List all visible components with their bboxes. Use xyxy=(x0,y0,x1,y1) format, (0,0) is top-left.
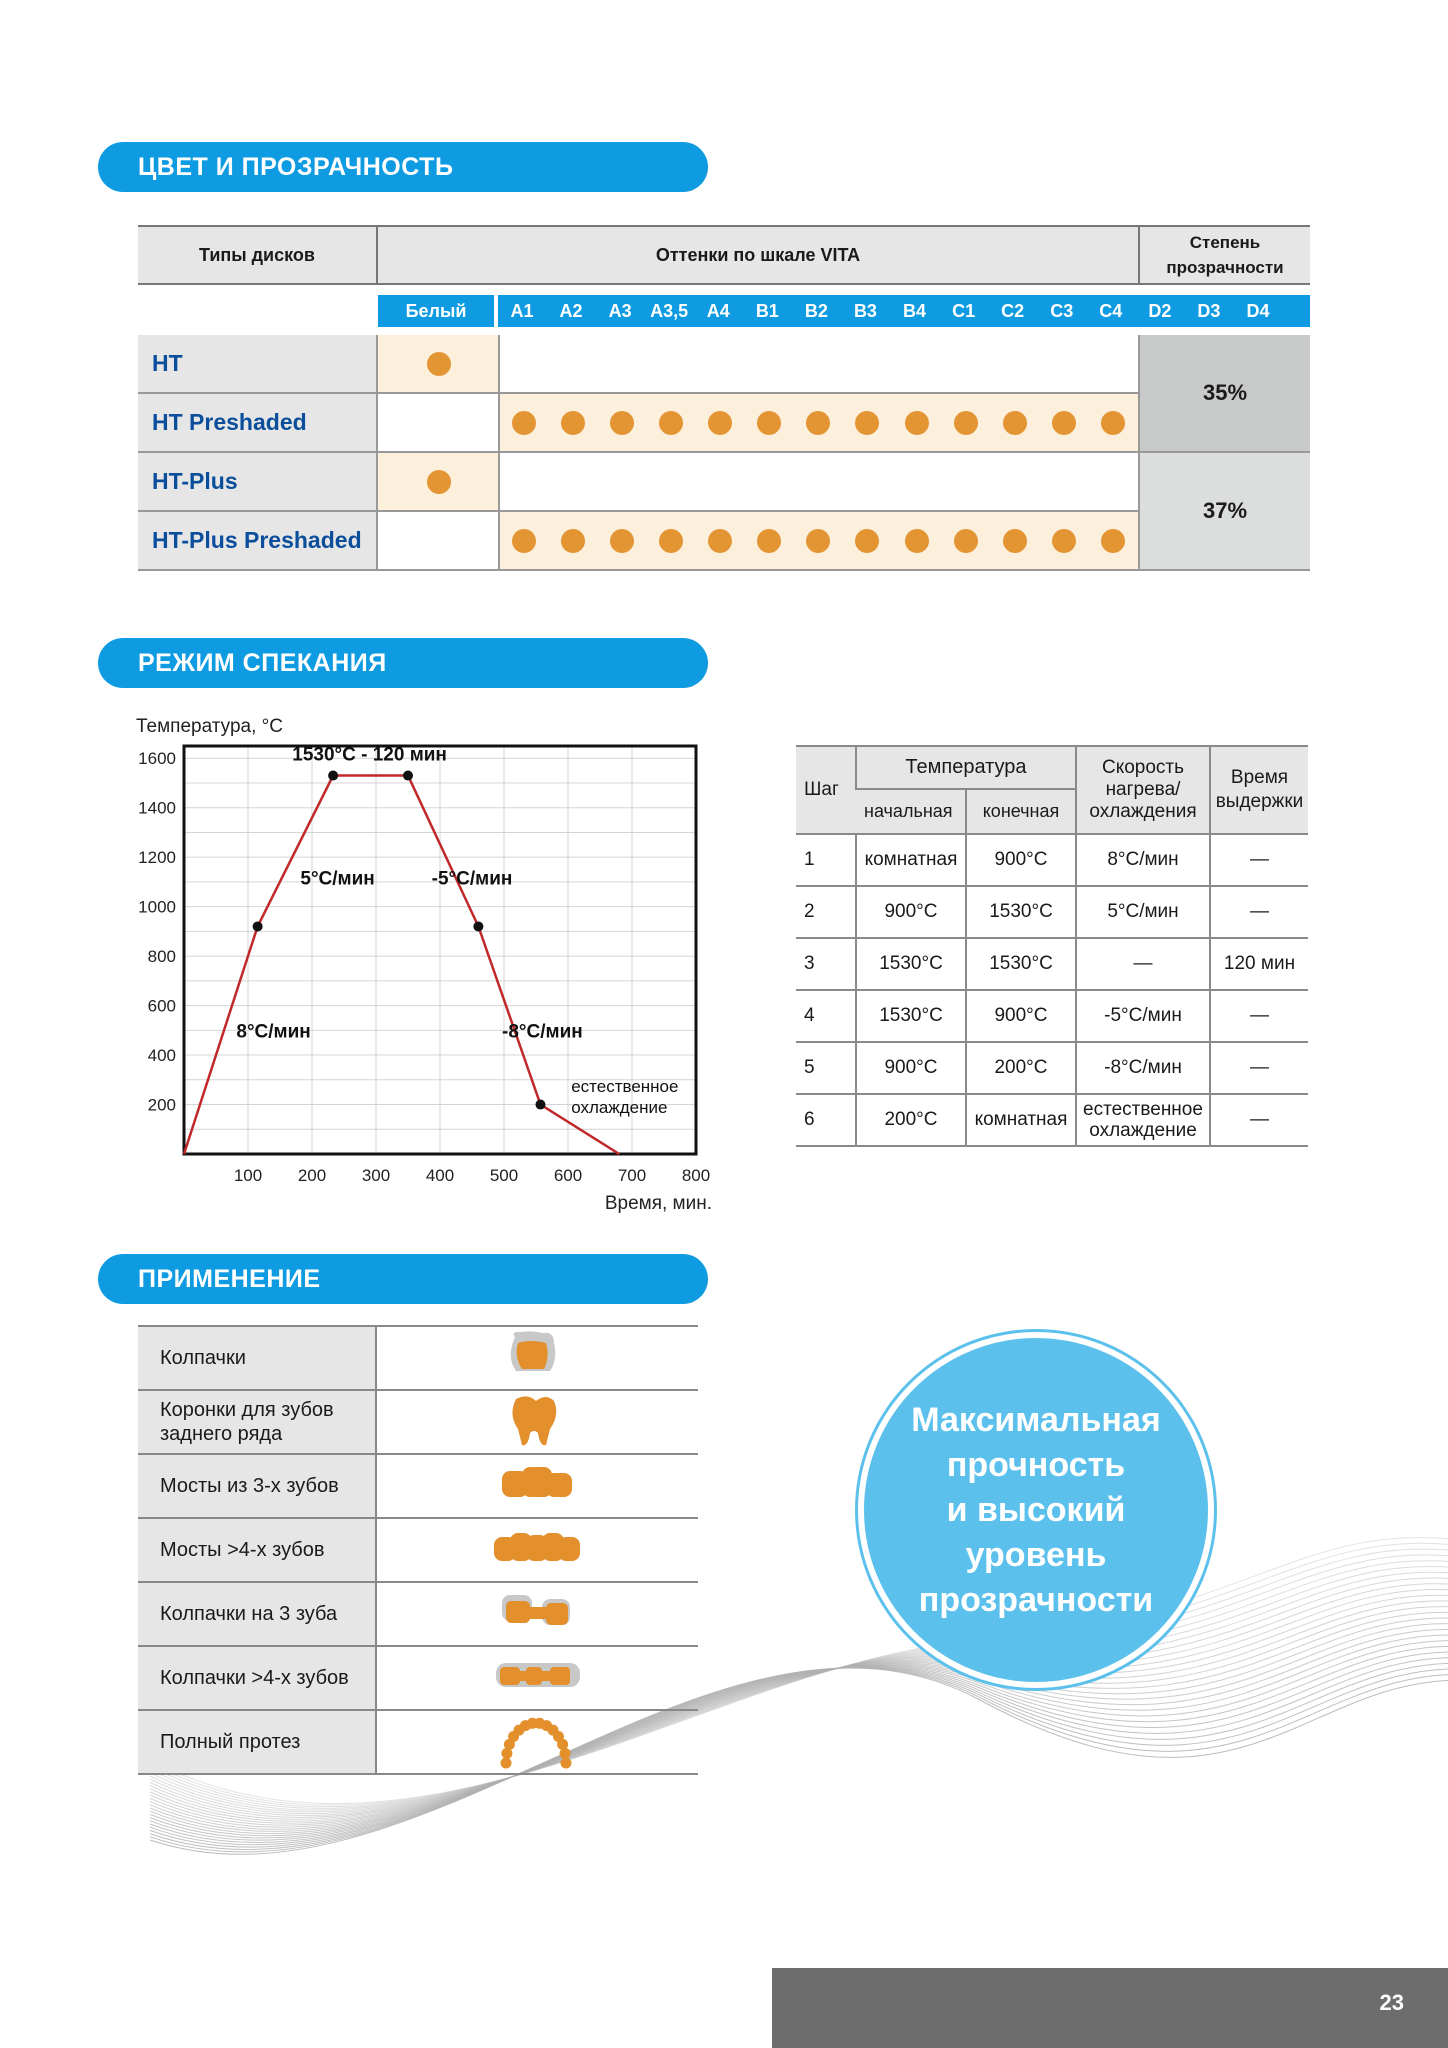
application-row xyxy=(138,1325,698,1391)
shade-dot xyxy=(1052,411,1076,435)
step-rate-line: охлаждение xyxy=(1089,1120,1197,1141)
step-row xyxy=(796,834,1308,886)
application-label-line: Мосты >4-х зубов xyxy=(160,1539,325,1561)
shade-label: C2 xyxy=(1001,301,1025,321)
step-start-temp: 900°C xyxy=(856,1042,966,1094)
step-number: 5 xyxy=(796,1042,856,1094)
chart-annotation: -5°C/мин xyxy=(431,868,513,890)
application-label-text xyxy=(160,1538,325,1562)
header-vita-shades: Оттенки по шкале VITA xyxy=(376,225,1138,285)
chart-annotation: 8°C/мин xyxy=(236,1021,311,1043)
shade-dot xyxy=(757,411,781,435)
application-label-text xyxy=(160,1346,246,1370)
multi-unit-bridge-icon xyxy=(378,1519,698,1581)
y-tick-label: 200 xyxy=(147,1095,176,1115)
y-tick-label: 600 xyxy=(147,996,176,1016)
step-number: 4 xyxy=(796,990,856,1042)
white-shade-dot xyxy=(427,470,451,494)
chart-annotation: 1530°C - 120 мин xyxy=(292,744,447,766)
header-translucency xyxy=(1138,225,1310,285)
page-number: 23 xyxy=(1379,1990,1404,2015)
application-table xyxy=(138,1325,698,1775)
y-tick-label: 1400 xyxy=(138,798,176,818)
shade-label: D2 xyxy=(1148,301,1172,321)
application-row xyxy=(138,1455,698,1519)
x-tick-label: 100 xyxy=(233,1166,263,1185)
disc-type-label: HT-Plus xyxy=(138,453,376,512)
header-temperature: Температура xyxy=(856,746,1076,789)
shade-dot xyxy=(708,411,732,435)
application-row xyxy=(138,1583,698,1647)
y-tick-label: 1200 xyxy=(138,848,176,868)
step-row xyxy=(796,1094,1308,1146)
sintering-steps-table xyxy=(796,745,1308,1147)
shade-label: A2 xyxy=(559,301,583,321)
shade-label: C4 xyxy=(1099,301,1123,321)
disc-type-label: HT Preshaded xyxy=(138,394,376,453)
three-unit-bridge-icon xyxy=(378,1455,698,1517)
shade-dot xyxy=(561,529,585,553)
white-shade-dot xyxy=(427,352,451,376)
shade-label: B1 xyxy=(755,301,779,321)
step-row xyxy=(796,1042,1308,1094)
coping-icon xyxy=(378,1327,698,1389)
vita-shades-cell xyxy=(498,512,1138,571)
application-label xyxy=(138,1327,377,1389)
shade-label: B4 xyxy=(903,301,927,321)
application-row xyxy=(138,1647,698,1711)
header-hold-line1: Время xyxy=(1230,767,1289,788)
application-label xyxy=(138,1647,377,1709)
step-start-temp: комнатная xyxy=(856,834,966,886)
step-rate-line: 8°C/мин xyxy=(1107,849,1179,870)
posterior-crown-icon xyxy=(378,1391,698,1453)
application-label-line: Колпачки на 3 зуба xyxy=(160,1603,338,1625)
step-hold: 120 мин xyxy=(1210,938,1308,990)
shade-label: A3,5 xyxy=(650,301,689,321)
shade-dot xyxy=(905,411,929,435)
step-end-temp: комнатная xyxy=(966,1094,1076,1146)
shade-dot xyxy=(855,529,879,553)
step-number: 6 xyxy=(796,1094,856,1146)
header-disc-types: Типы дисков xyxy=(138,225,376,285)
shade-dot xyxy=(659,529,683,553)
shade-dot xyxy=(512,529,536,553)
section-title-application: ПРИМЕНЕНИЕ xyxy=(98,1254,708,1304)
chart-annotation: охлаждение xyxy=(571,1098,668,1118)
x-axis-label: Время, мин. xyxy=(604,1193,712,1214)
disc-type-label: HT xyxy=(138,335,376,394)
x-tick-label: 700 xyxy=(617,1166,647,1185)
header-rate-line2: нагрева/ xyxy=(1105,779,1181,800)
application-label-text xyxy=(160,1730,300,1754)
white-shade-cell xyxy=(376,335,498,394)
application-label-text xyxy=(160,1666,349,1690)
disc-type-label: HT-Plus Preshaded xyxy=(138,512,376,571)
step-start-temp: 1530°C xyxy=(856,938,966,990)
data-point xyxy=(473,921,483,931)
shade-label: B3 xyxy=(853,301,877,321)
application-row xyxy=(138,1391,698,1455)
x-tick-label: 500 xyxy=(489,1166,519,1185)
header-rate-line3: охлаждения xyxy=(1089,801,1197,822)
step-end-temp: 1530°C xyxy=(966,886,1076,938)
callout-line: и высокий xyxy=(946,1490,1126,1529)
application-label xyxy=(138,1391,377,1453)
shade-label: D4 xyxy=(1246,301,1270,321)
shade-dot xyxy=(757,529,781,553)
shade-label: C1 xyxy=(952,301,976,321)
shade-dot xyxy=(1003,411,1027,435)
shade-dot xyxy=(806,411,830,435)
step-hold: — xyxy=(1210,1042,1308,1094)
application-label xyxy=(138,1583,377,1645)
vita-shades-cell xyxy=(498,453,1138,512)
translucency-value: 35% xyxy=(1138,335,1310,453)
step-start-temp: 200°C xyxy=(856,1094,966,1146)
vita-shades-cell xyxy=(498,394,1138,453)
application-label-line: Колпачки xyxy=(160,1347,246,1369)
step-row xyxy=(796,886,1308,938)
y-tick-label: 800 xyxy=(147,947,176,967)
application-label-text xyxy=(160,1474,339,1498)
header-temp-start: начальная xyxy=(856,789,966,834)
application-label-line: заднего ряда xyxy=(160,1423,283,1445)
step-rate xyxy=(1076,886,1210,938)
shade-dot xyxy=(708,529,732,553)
multi-unit-coping-icon xyxy=(378,1647,698,1709)
step-row xyxy=(796,938,1308,990)
application-label-line: Полный протез xyxy=(160,1731,301,1753)
shade-label: B2 xyxy=(804,301,828,321)
application-label-line: Коронки для зубов xyxy=(160,1399,334,1421)
header-hold-line2: выдержки xyxy=(1215,791,1304,812)
step-rate xyxy=(1076,834,1210,886)
callout-line: Максимальная xyxy=(911,1400,1161,1439)
shade-dot xyxy=(954,529,978,553)
application-label-line: Мосты из 3-х зубов xyxy=(160,1475,339,1497)
sintering-chart xyxy=(120,710,740,1220)
shade-dot xyxy=(561,411,585,435)
step-rate-line: естественное xyxy=(1083,1099,1203,1120)
color-translucency-table xyxy=(138,225,1310,572)
header-temp-end: конечная xyxy=(966,789,1076,834)
shade-dot xyxy=(806,529,830,553)
three-unit-coping-icon xyxy=(378,1583,698,1645)
x-tick-label: 800 xyxy=(681,1166,711,1185)
step-number: 1 xyxy=(796,834,856,886)
callout-circle xyxy=(858,1332,1214,1688)
callout-line: прозрачности xyxy=(918,1580,1154,1619)
step-hold: — xyxy=(1210,990,1308,1042)
callout-line: прочность xyxy=(946,1445,1126,1484)
callout-line: уровень xyxy=(965,1535,1107,1574)
y-tick-label: 1600 xyxy=(138,749,176,769)
shade-dot xyxy=(905,529,929,553)
application-label xyxy=(138,1711,377,1773)
step-end-temp: 900°C xyxy=(966,834,1076,886)
chart-annotation: -8°C/мин xyxy=(502,1021,583,1043)
step-hold: — xyxy=(1210,886,1308,938)
shade-dot xyxy=(512,411,536,435)
data-point xyxy=(253,921,263,931)
y-tick-label: 1000 xyxy=(138,897,176,917)
step-end-temp: 900°C xyxy=(966,990,1076,1042)
shade-header-bar xyxy=(498,295,1310,327)
application-row xyxy=(138,1711,698,1775)
y-axis-label: Температура, °C xyxy=(136,716,283,737)
header-translucency-text: Степень прозрачности xyxy=(1166,233,1284,277)
shade-dot xyxy=(1003,529,1027,553)
x-tick-label: 600 xyxy=(553,1166,583,1185)
step-rate xyxy=(1076,938,1210,990)
application-label xyxy=(138,1519,377,1581)
chart-annotation: естественное xyxy=(571,1077,679,1097)
step-start-temp: 1530°C xyxy=(856,990,966,1042)
application-label-text xyxy=(160,1398,334,1446)
step-rate-line: 5°C/мин xyxy=(1107,901,1179,922)
white-shade-cell xyxy=(376,512,498,571)
shade-dot xyxy=(1101,529,1125,553)
vita-shades-cell xyxy=(498,335,1138,394)
step-end-temp: 1530°C xyxy=(966,938,1076,990)
footer-bar xyxy=(772,1968,1448,2048)
shade-dot xyxy=(659,411,683,435)
x-tick-label: 300 xyxy=(361,1166,391,1185)
shade-label: A1 xyxy=(510,301,534,321)
shade-dot xyxy=(855,411,879,435)
shade-dot xyxy=(610,411,634,435)
shade-dot xyxy=(1101,411,1125,435)
step-hold: — xyxy=(1210,834,1308,886)
white-shade-cell xyxy=(376,453,498,512)
step-number: 3 xyxy=(796,938,856,990)
step-number: 2 xyxy=(796,886,856,938)
white-shade-cell xyxy=(376,394,498,453)
header-step: Шаг xyxy=(796,746,856,834)
x-tick-label: 200 xyxy=(297,1166,327,1185)
step-rate xyxy=(1076,1042,1210,1094)
data-point xyxy=(328,771,338,781)
step-rate-line: -5°C/мин xyxy=(1104,1005,1182,1026)
header-rate xyxy=(1076,746,1210,834)
step-row xyxy=(796,990,1308,1042)
application-row xyxy=(138,1519,698,1583)
shade-label: A4 xyxy=(706,301,730,321)
full-arch-icon xyxy=(378,1711,698,1773)
application-label-line: Колпачки >4-х зубов xyxy=(160,1667,349,1689)
shade-dot xyxy=(1052,529,1076,553)
application-label xyxy=(138,1455,377,1517)
data-point xyxy=(403,771,413,781)
step-end-temp: 200°C xyxy=(966,1042,1076,1094)
header-hold xyxy=(1210,746,1308,834)
x-tick-label: 400 xyxy=(425,1166,455,1185)
y-tick-label: 400 xyxy=(147,1046,176,1066)
data-point xyxy=(535,1100,545,1110)
step-rate xyxy=(1076,1094,1210,1146)
header-rate-line1: Скорость xyxy=(1101,757,1185,778)
shade-dot xyxy=(954,411,978,435)
shade-dot xyxy=(610,529,634,553)
shade-white-label: Белый xyxy=(378,295,494,327)
application-label-text xyxy=(160,1602,337,1626)
step-rate-line: -8°C/мин xyxy=(1104,1057,1182,1078)
shade-label: C3 xyxy=(1050,301,1074,321)
step-start-temp: 900°C xyxy=(856,886,966,938)
chart-annotation: 5°C/мин xyxy=(300,868,375,890)
section-title-color: ЦВЕТ И ПРОЗРАЧНОСТЬ xyxy=(98,142,708,192)
translucency-value: 37% xyxy=(1138,453,1310,571)
section-title-sintering: РЕЖИМ СПЕКАНИЯ xyxy=(98,638,708,688)
step-rate xyxy=(1076,990,1210,1042)
step-rate-line: — xyxy=(1133,953,1153,974)
step-hold: — xyxy=(1210,1094,1308,1146)
shade-label: A3 xyxy=(608,301,632,321)
shade-label: D3 xyxy=(1197,301,1221,321)
